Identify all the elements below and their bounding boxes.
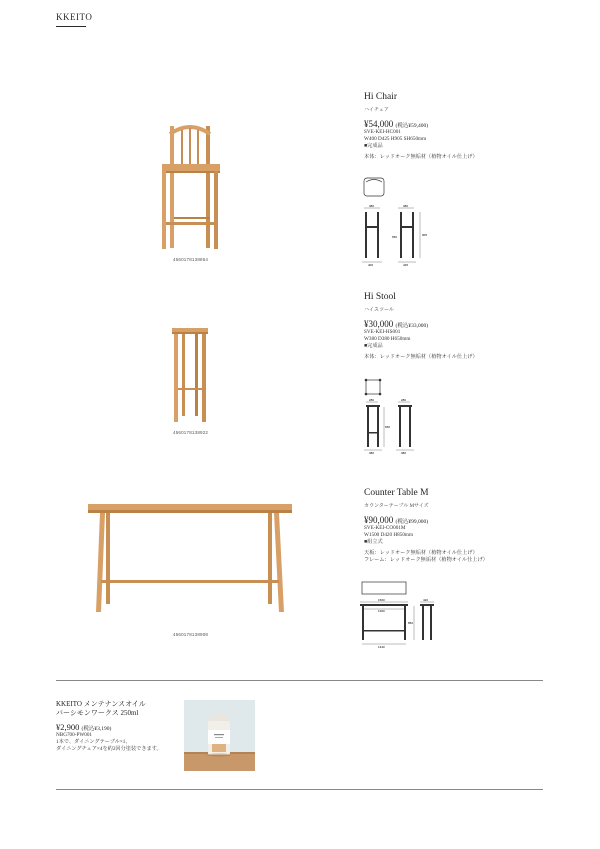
product-code: SVE-KEI-CO001M <box>364 525 406 532</box>
section-divider-top <box>56 680 543 681</box>
product-assembly: ■完成品 <box>364 343 383 350</box>
dim-base-width: 400 <box>368 263 374 267</box>
product-code: SVE-KEI-HS001 <box>364 329 401 336</box>
product-price <box>364 515 564 525</box>
price-tax: (税込¥3,190) <box>81 726 112 732</box>
product-material: 本体：レッドオーク無垢材（植物オイル仕上げ） <box>364 154 478 161</box>
dim-top-width: 280 <box>369 398 375 402</box>
maintenance-oil-photo <box>184 700 255 771</box>
hi-stool-jan: 4560178138922 <box>173 430 209 435</box>
hi-chair-jan: 4560178138854 <box>173 257 209 262</box>
price-tax: (税込¥59,400) <box>395 123 429 130</box>
oil-name-line1: KKEITO メンテナンスオイル <box>56 700 146 708</box>
hi-stool-image <box>170 328 210 428</box>
product-size: W400 D425 H905 SH650mm <box>364 136 427 143</box>
dim-side-width: 280 <box>401 398 407 402</box>
product-code: SVE-KEI-HC001 <box>364 129 401 136</box>
product-material: 天板：レッドオーク無垢材（植物オイル仕上げ） <box>364 550 478 557</box>
price-value: ¥54,000 <box>364 119 394 130</box>
brand-logo: KKEITO <box>56 12 93 22</box>
product-size: W1500 D420 H850mm <box>364 532 413 539</box>
product-name: Counter Table M <box>364 488 429 498</box>
counter-table-info <box>364 488 564 564</box>
dim-height: 905 <box>422 233 428 237</box>
brand-underline <box>56 26 86 27</box>
dim-side-depth: 380 <box>401 451 407 455</box>
dim-base-width: 380 <box>369 451 375 455</box>
counter-table-drawing <box>358 580 448 652</box>
product-kana: ハイチェア <box>364 108 389 114</box>
hi-chair-image <box>150 122 230 257</box>
hi-chair-info <box>364 92 564 161</box>
price-tax: (税込¥33,000) <box>395 323 429 330</box>
maintenance-oil-info <box>56 700 186 753</box>
dim-inner-width: 1360 <box>378 609 385 613</box>
dim-side-depth: 420 <box>423 598 429 602</box>
product-price <box>364 119 564 129</box>
dim-height: 650 <box>385 425 391 429</box>
oil-code: NBG700-PW001 <box>56 732 93 738</box>
hi-stool-drawing <box>362 376 422 458</box>
oil-name-line2: バーシモンワークス 250ml <box>56 709 139 717</box>
product-assembly: ■完成品 <box>364 143 383 150</box>
dim-base-width: 1340 <box>378 645 385 649</box>
counter-table-image <box>88 500 293 620</box>
product-material-frame: フレーム：レッドオーク無垢材（植物オイル仕上げ） <box>364 557 488 564</box>
hi-stool-info <box>364 292 564 361</box>
dim-side-depth: 425 <box>403 263 409 267</box>
dim-top-width: 1500 <box>378 598 385 602</box>
product-assembly: ■組立式 <box>364 539 383 546</box>
price-value: ¥2,900 <box>56 722 80 732</box>
price-tax: (税込¥99,000) <box>395 519 429 526</box>
price-value: ¥90,000 <box>364 515 394 526</box>
price-value: ¥30,000 <box>364 319 394 330</box>
product-name: Hi Stool <box>364 292 396 302</box>
counter-table-jan: 4560178138908 <box>173 632 209 637</box>
product-name: Hi Chair <box>364 92 397 102</box>
product-kana: カウンターテーブル Mサイズ <box>364 504 429 510</box>
dim-top-width: 380 <box>369 204 375 208</box>
dim-height: 850 <box>408 621 414 625</box>
section-divider-bottom <box>56 789 543 790</box>
product-kana: ハイスツール <box>364 308 394 314</box>
oil-price <box>56 722 186 732</box>
product-price <box>364 319 564 329</box>
product-material: 本体：レッドオーク無垢材（植物オイル仕上げ） <box>364 354 478 361</box>
dim-seat-height: 650 <box>392 235 398 239</box>
oil-note-line1: 1本で、ダイニングテーブル×1、 <box>56 739 131 745</box>
oil-note-line2: ダイニングチェア×4を約2回分塗装できます。 <box>56 746 162 752</box>
hi-chair-drawing <box>360 176 430 268</box>
dim-side-width: 380 <box>403 204 409 208</box>
product-size: W380 D380 H650mm <box>364 336 411 343</box>
